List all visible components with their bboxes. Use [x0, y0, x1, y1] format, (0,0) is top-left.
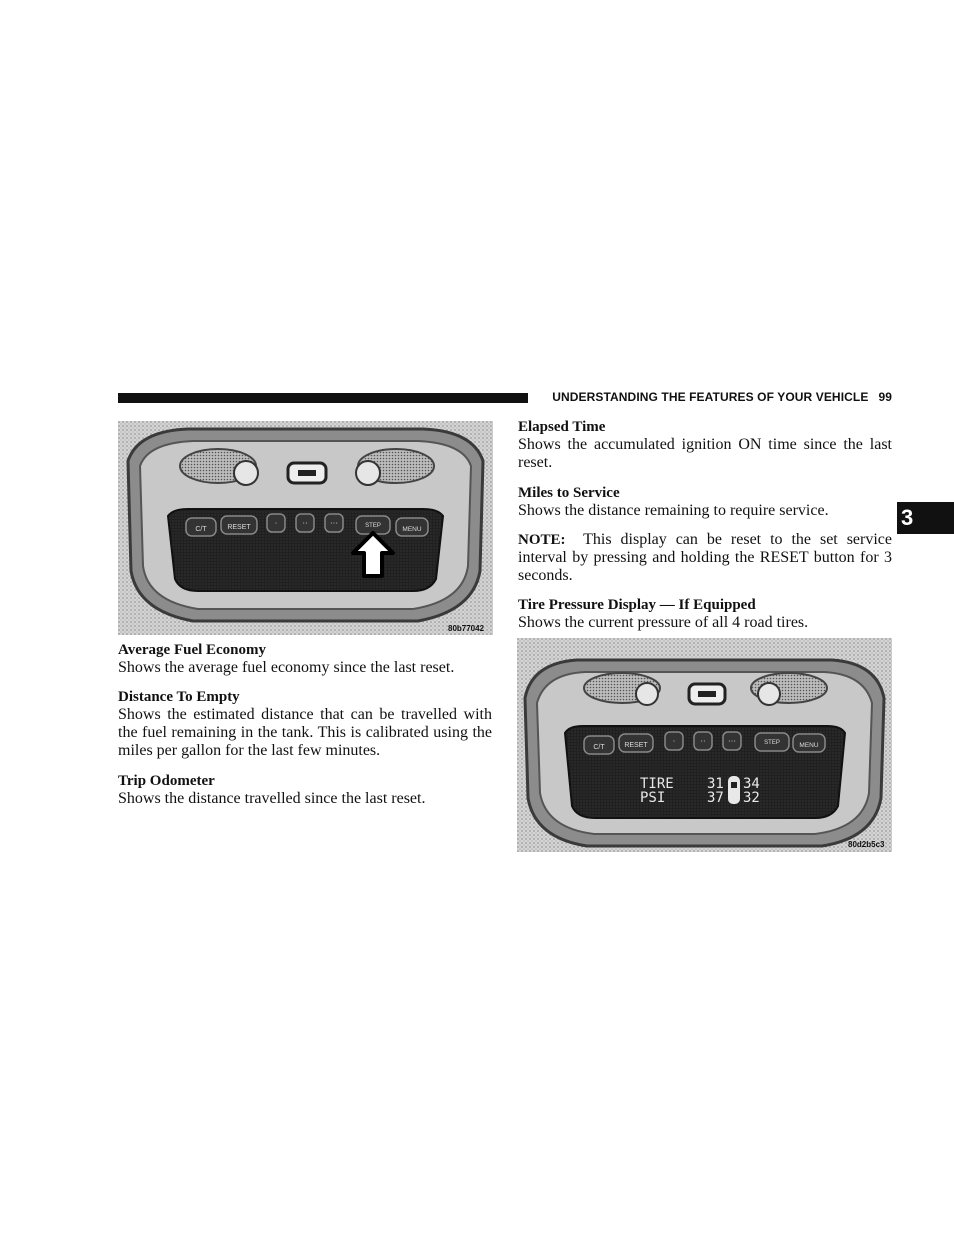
- console-button-step: STEP: [764, 740, 780, 746]
- tire-pressure-console-illustration: [517, 638, 892, 852]
- console-button-3: ···: [728, 737, 736, 746]
- section-body: Shows the distance remaining to require service.: [518, 502, 829, 519]
- console-button-menu: MENU: [799, 742, 819, 749]
- console-button-3: ···: [330, 519, 338, 528]
- section-body: Shows the current pressure of all 4 road tires.: [518, 614, 809, 631]
- section-heading: Trip Odometer: [118, 773, 215, 789]
- tire-front-right-value: 34: [743, 776, 760, 792]
- display-psi-label: PSI: [640, 790, 666, 806]
- section-miles-to-service: [518, 485, 892, 520]
- tire-rear-left-value: 37: [707, 790, 724, 806]
- car-top-view-icon: [728, 776, 740, 804]
- section-heading: Tire Pressure Display — If Equipped: [518, 597, 756, 613]
- console-button-2: ··: [700, 737, 706, 746]
- tire-rear-right-value: 32: [743, 790, 760, 806]
- service-note: [518, 531, 892, 585]
- header-rule: [118, 393, 528, 403]
- console-button-ct: C/T: [195, 526, 207, 533]
- page-number: 99: [878, 390, 892, 404]
- console-button-menu: MENU: [402, 526, 422, 533]
- section-body: Shows the estimated distance that can be travelled with the fuel remaining in the tank. This is calibrated using the miles per gallon for the last few minutes.: [118, 706, 492, 759]
- console-button-ct: C/T: [593, 744, 605, 751]
- console-button-reset: RESET: [227, 524, 251, 531]
- overhead-console-illustration: [118, 421, 493, 635]
- section-title: UNDERSTANDING THE FEATURES OF YOUR VEHICLE: [552, 390, 869, 404]
- section-tire-pressure-display: [518, 597, 892, 632]
- note-body: This display can be reset to the set service interval by pressing and holding the RESET button for 3 seconds.: [518, 531, 892, 584]
- display-tire-label: TIRE: [640, 776, 674, 792]
- section-body: Shows the distance travelled since the last reset.: [118, 790, 426, 807]
- tire-pressure-console-figure: [517, 638, 892, 852]
- section-average-fuel-economy: [118, 642, 492, 677]
- section-body: Shows the accumulated ignition ON time since the last reset.: [518, 436, 892, 471]
- overhead-console-figure: [118, 421, 493, 635]
- note-label: NOTE:: [518, 532, 566, 548]
- section-heading: Distance To Empty: [118, 689, 240, 705]
- console-button-1: ·: [672, 737, 676, 746]
- console-button-step: STEP: [365, 523, 381, 529]
- section-trip-odometer: [118, 773, 492, 808]
- console-button-2: ··: [302, 519, 308, 528]
- tire-front-left-value: 31: [707, 776, 724, 792]
- chapter-tab: 3: [897, 502, 954, 534]
- section-heading: Average Fuel Economy: [118, 642, 267, 658]
- section-distance-to-empty: [118, 689, 492, 760]
- section-elapsed-time: [518, 419, 892, 472]
- section-heading: Miles to Service: [518, 485, 620, 501]
- section-heading: Elapsed Time: [518, 419, 606, 435]
- figure-code: 80b77042: [448, 624, 485, 633]
- figure-code: 80d2b5c3: [848, 840, 885, 849]
- section-body: Shows the average fuel economy since the last reset.: [118, 659, 455, 676]
- running-header: [538, 390, 892, 404]
- console-button-1: ·: [274, 519, 278, 528]
- console-button-reset: RESET: [624, 742, 648, 749]
